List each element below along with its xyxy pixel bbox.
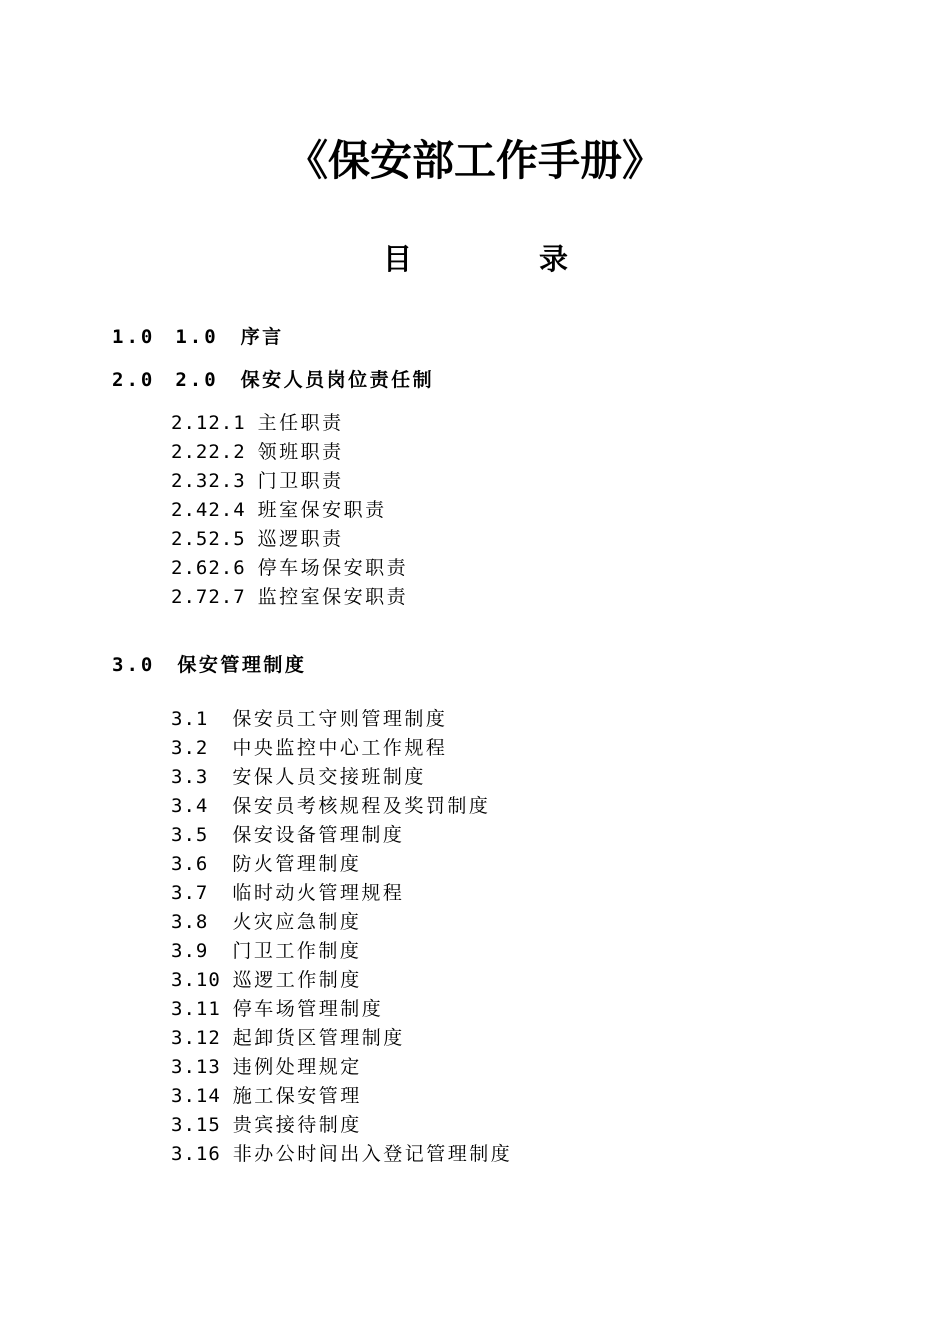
toc-item [171, 820, 404, 850]
toc-item-label: 安保人员交接班制度 [232, 766, 426, 788]
toc-item-label: 巡逻工作制度 [232, 969, 362, 991]
toc-section-number: 2.0 [175, 369, 219, 391]
toc-item [171, 1139, 512, 1169]
toc-item-number: 3.9 [171, 940, 209, 962]
toc-item-label: 违例处理规定 [232, 1056, 362, 1078]
toc-item-number: 2.32.3 [171, 470, 246, 492]
toc-item [171, 408, 344, 438]
toc-item-label: 起卸货区管理制度 [232, 1027, 405, 1049]
toc-section-label: 保安管理制度 [177, 654, 307, 676]
toc-item-number: 3.15 [171, 1114, 221, 1136]
toc-item-number: 2.62.6 [171, 557, 246, 579]
toc-item-label: 门卫工作制度 [232, 940, 362, 962]
toc-item-label: 防火管理制度 [232, 853, 362, 875]
toc-item-label: 巡逻职责 [257, 528, 344, 550]
toc-section-number: 2.0 [112, 369, 156, 391]
toc-item [171, 437, 344, 467]
toc-item [171, 936, 361, 966]
toc-item-label: 门卫职责 [257, 470, 344, 492]
toc-item-number: 3.8 [171, 911, 209, 933]
toc-item-number: 2.12.1 [171, 412, 246, 434]
toc-item [171, 1110, 362, 1140]
toc-item-number: 3.3 [171, 766, 209, 788]
toc-item-number: 3.14 [171, 1085, 221, 1107]
toc-heading-right: 录 [539, 242, 569, 276]
toc-heading-left: 目 [383, 242, 413, 276]
toc-section-1 [112, 322, 284, 352]
toc-item [171, 495, 387, 525]
toc-item-label: 主任职责 [257, 412, 344, 434]
toc-item-number: 3.7 [171, 882, 209, 904]
toc-item-number: 2.42.4 [171, 499, 246, 521]
toc-item-label: 施工保安管理 [232, 1085, 362, 1107]
toc-item-label: 临时动火管理规程 [232, 882, 405, 904]
toc-item [171, 1081, 362, 1111]
toc-item-label: 保安设备管理制度 [232, 824, 405, 846]
toc-item-label: 中央监控中心工作规程 [232, 737, 448, 759]
toc-item-number: 3.1 [171, 708, 209, 730]
toc-item [171, 1023, 405, 1053]
document-title: 《保安部工作手册》 [285, 136, 664, 185]
toc-item-number: 3.10 [171, 969, 221, 991]
toc-item [171, 553, 408, 583]
toc-section-3 [112, 650, 306, 680]
toc-item [171, 994, 383, 1024]
toc-item [171, 878, 404, 908]
toc-item-number: 3.2 [171, 737, 209, 759]
toc-section-number: 1.0 [112, 326, 156, 348]
toc-item-number: 2.72.7 [171, 586, 246, 608]
toc-item [171, 965, 362, 995]
toc-item [171, 524, 344, 554]
toc-item-number: 3.11 [171, 998, 221, 1020]
toc-item [171, 791, 490, 821]
toc-item-label: 领班职责 [257, 441, 344, 463]
toc-item-number: 2.22.2 [171, 441, 246, 463]
toc-item-number: 3.16 [171, 1143, 221, 1165]
toc-section-number: 1.0 [175, 326, 219, 348]
toc-item [171, 582, 408, 612]
toc-item-label: 保安员工守则管理制度 [232, 708, 448, 730]
toc-item-label: 停车场管理制度 [232, 998, 384, 1020]
toc-item [171, 907, 361, 937]
toc-item [171, 733, 447, 763]
toc-section-2 [112, 365, 434, 395]
toc-item-label: 停车场保安职责 [257, 557, 409, 579]
toc-item-label: 保安员考核规程及奖罚制度 [232, 795, 491, 817]
toc-section-label: 序言 [240, 326, 284, 348]
toc-section-number: 3.0 [112, 654, 156, 676]
toc-item-number: 3.4 [171, 795, 209, 817]
toc-item-number: 3.5 [171, 824, 209, 846]
toc-item-number: 3.12 [171, 1027, 221, 1049]
toc-item [171, 849, 361, 879]
toc-item-label: 非办公时间出入登记管理制度 [232, 1143, 513, 1165]
toc-section-label: 保安人员岗位责任制 [240, 369, 435, 391]
toc-item [171, 762, 426, 792]
toc-item [171, 466, 344, 496]
toc-item-label: 火灾应急制度 [232, 911, 362, 933]
toc-item-number: 3.13 [171, 1056, 221, 1078]
toc-item-label: 班室保安职责 [257, 499, 387, 521]
toc-item-number: 3.6 [171, 853, 209, 875]
toc-item [171, 704, 447, 734]
toc-item-number: 2.52.5 [171, 528, 246, 550]
toc-item [171, 1052, 362, 1082]
toc-item-label: 监控室保安职责 [257, 586, 409, 608]
toc-item-label: 贵宾接待制度 [232, 1114, 362, 1136]
toc-heading [0, 237, 950, 281]
